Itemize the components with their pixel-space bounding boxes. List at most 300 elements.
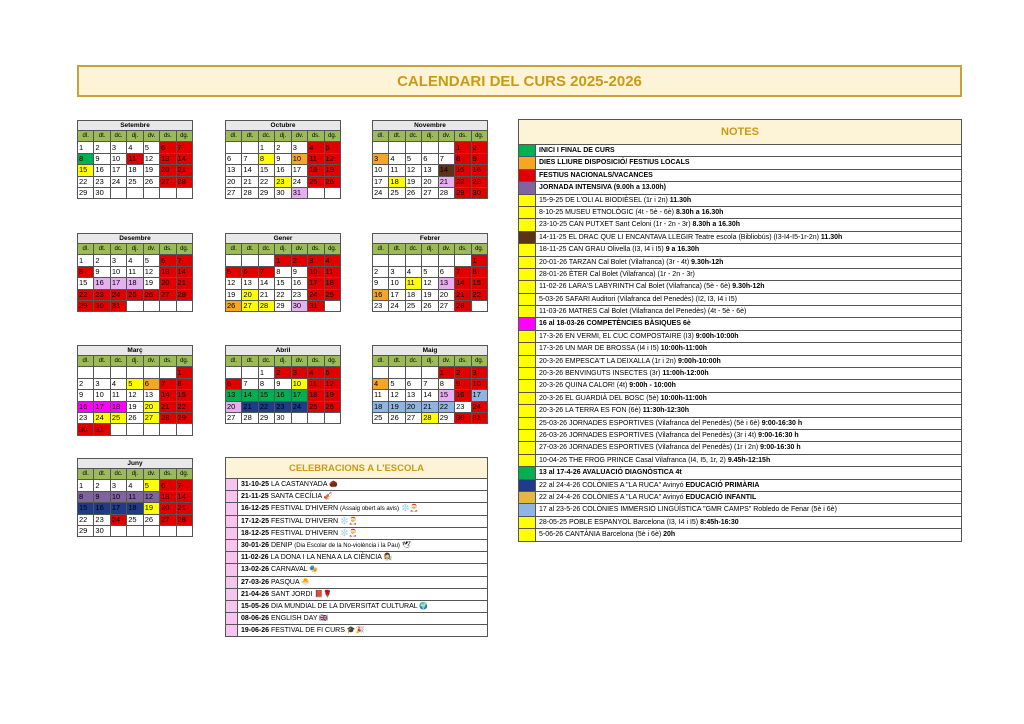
- day-cell: 30: [78, 424, 94, 435]
- note-label: 5-03-26 SAFARI Auditori (Vilafranca del Penedès) (I2, I3, I4 i I5): [539, 295, 737, 303]
- celebration-swatch: [226, 540, 238, 551]
- day-cell: 14: [160, 390, 176, 401]
- day-cell: 4: [405, 266, 421, 277]
- day-cell: 21: [242, 176, 258, 187]
- day-name: dj.: [127, 356, 143, 367]
- note-row: [518, 207, 962, 219]
- day-cell: [127, 367, 143, 378]
- day-cell: 28: [422, 412, 438, 423]
- note-swatch: [519, 430, 536, 441]
- day-name: dj.: [275, 131, 291, 142]
- day-cell: 17: [308, 278, 324, 289]
- note-text: [536, 380, 961, 391]
- celebration-swatch: [226, 625, 238, 636]
- day-cell: 3: [291, 142, 307, 153]
- day-cell: 1: [275, 255, 291, 266]
- day-cell: 7: [242, 378, 258, 389]
- notes-list: [518, 145, 962, 542]
- note-swatch: [519, 182, 536, 193]
- day-cell: 28: [242, 412, 258, 423]
- day-cell: 15: [455, 165, 471, 176]
- day-cell: 27: [226, 187, 242, 198]
- celebration-row: [225, 491, 488, 503]
- note-label: DIES LLIURE DISPOSICIÓ/ FESTIUS LOCALS: [539, 159, 690, 167]
- note-row: [518, 393, 962, 405]
- day-cell: 3: [389, 266, 405, 277]
- note-row: [518, 418, 962, 430]
- day-cell: 16: [94, 165, 110, 176]
- day-cell: 26: [143, 514, 159, 525]
- day-cell: 18: [324, 278, 340, 289]
- day-cell: 4: [308, 142, 324, 153]
- day-name: dl.: [373, 244, 389, 255]
- day-cell: [143, 300, 159, 311]
- day-cell: 30: [94, 300, 110, 311]
- day-cell: 30: [275, 412, 291, 423]
- day-name: dc.: [110, 244, 126, 255]
- day-name: dc.: [405, 131, 421, 142]
- note-swatch: [519, 343, 536, 354]
- note-label: 20-3-26 LA TERRA ES FON (6è): [539, 407, 643, 415]
- day-name: dt.: [389, 356, 405, 367]
- celebration-date: 15-05-26: [241, 602, 270, 610]
- day-name: dt.: [242, 356, 258, 367]
- day-cell: 11: [308, 153, 324, 164]
- day-name: ds.: [308, 244, 324, 255]
- celebration-text: [238, 479, 487, 490]
- note-time: 9:00h - 10:00h: [629, 382, 676, 390]
- celebration-text: [238, 564, 487, 575]
- celebration-date: 17-12-25: [241, 517, 270, 525]
- celebration-name: FESTIVAL D'HIVERN: [270, 505, 339, 513]
- day-name: dt.: [94, 469, 110, 480]
- celebration-note: (Assaig obert als avis): [340, 506, 400, 513]
- day-cell: 23: [455, 401, 471, 412]
- day-name: dc.: [110, 356, 126, 367]
- day-cell: 21: [176, 278, 192, 289]
- note-label: 26-03-26 JORNADES ESPORTIVES (Vilafranca del Penedès) (3r i 4t): [539, 431, 759, 439]
- day-cell: 15: [78, 503, 94, 514]
- notes-panel: [518, 119, 962, 542]
- note-row: [518, 380, 962, 392]
- day-cell: 1: [258, 142, 274, 153]
- day-cell: 3: [373, 153, 389, 164]
- note-time: 11.30h: [820, 233, 843, 241]
- day-cell: 20: [160, 165, 176, 176]
- celebration-row: [225, 528, 488, 540]
- day-cell: 27: [405, 412, 421, 423]
- celebration-row: [225, 601, 488, 613]
- day-cell: 24: [94, 412, 110, 423]
- day-cell: 23: [291, 289, 307, 300]
- note-swatch: [519, 269, 536, 280]
- celebration-row: [225, 479, 488, 491]
- day-name: dl.: [78, 131, 94, 142]
- day-cell: 20: [405, 401, 421, 412]
- note-swatch: [519, 306, 536, 317]
- day-cell: 10: [110, 491, 126, 502]
- celebration-date: 13-02-26: [241, 566, 270, 574]
- note-text: [536, 219, 961, 230]
- day-cell: 23: [275, 401, 291, 412]
- note-label: 17-3-26 EN VERMI, EL CUC COMPOSTAIRE (I3): [539, 332, 696, 340]
- day-cell: [160, 367, 176, 378]
- day-cell: 2: [275, 142, 291, 153]
- celebration-icon: ❄️🎅: [340, 529, 358, 537]
- day-cell: [110, 187, 126, 198]
- day-cell: 27: [160, 176, 176, 187]
- note-swatch: [519, 145, 536, 156]
- day-cell: 18: [110, 401, 126, 412]
- note-label: 20-01-26 TARZAN Cal Bolet (Vilafranca) (3r - 4t): [539, 258, 692, 266]
- day-cell: 29: [258, 187, 274, 198]
- day-cell: 25: [308, 401, 324, 412]
- day-cell: 21: [258, 289, 274, 300]
- day-cell: [160, 187, 176, 198]
- day-cell: 27: [160, 514, 176, 525]
- day-cell: 6: [226, 153, 242, 164]
- day-cell: 6: [405, 378, 421, 389]
- day-cell: 12: [405, 165, 421, 176]
- day-name: dl.: [373, 131, 389, 142]
- day-cell: 1: [78, 480, 94, 491]
- note-label: 16 al 18-03-26 COMPETÈNCIES BÀSIQUES 6è: [539, 320, 691, 328]
- celebration-swatch: [226, 552, 238, 563]
- celebration-date: 08-06-26: [241, 615, 270, 623]
- day-cell: 2: [275, 367, 291, 378]
- day-name: dl.: [78, 356, 94, 367]
- day-cell: 10: [308, 266, 324, 277]
- note-swatch: [519, 356, 536, 367]
- notes-title: NOTES: [518, 119, 962, 145]
- note-text: [536, 269, 961, 280]
- note-label: 22 al 24-4-26 COLÒNIES A "LA RUCA" Avinyó: [539, 493, 686, 501]
- day-name: dt.: [242, 244, 258, 255]
- month-name: Març: [77, 345, 193, 355]
- day-cell: 18: [389, 176, 405, 187]
- day-cell: 11: [127, 153, 143, 164]
- day-cell: 3: [471, 367, 487, 378]
- note-row: [518, 219, 962, 231]
- day-cell: 21: [455, 289, 471, 300]
- day-cell: 7: [176, 480, 192, 491]
- day-cell: 25: [127, 514, 143, 525]
- note-text: [536, 207, 961, 218]
- celebration-text: [238, 613, 487, 624]
- day-cell: 24: [291, 176, 307, 187]
- day-cell: [176, 525, 192, 536]
- day-cell: 8: [258, 153, 274, 164]
- note-text: [536, 467, 961, 478]
- day-cell: 22: [78, 289, 94, 300]
- day-cell: 15: [258, 165, 274, 176]
- day-cell: 15: [438, 390, 454, 401]
- day-cell: 4: [127, 480, 143, 491]
- note-swatch: [519, 318, 536, 329]
- day-cell: 9: [373, 278, 389, 289]
- month-name: Abril: [225, 345, 341, 355]
- note-label: 11-03-26 MATRES Cal Bolet (Vilafranca del Penedès) (4t - 5è - 6è): [539, 308, 747, 316]
- note-text: [536, 418, 961, 429]
- note-time: 11.30h: [669, 196, 692, 204]
- day-cell: [389, 255, 405, 266]
- day-cell: 22: [176, 401, 192, 412]
- day-name: dc.: [405, 244, 421, 255]
- month-calendar: [372, 120, 488, 199]
- celebration-row: [225, 503, 488, 515]
- day-cell: 2: [455, 367, 471, 378]
- day-cell: 7: [455, 266, 471, 277]
- day-cell: 10: [389, 278, 405, 289]
- note-label: 18-11-25 CAN GRAU Olivella (I3, I4 i I5): [539, 246, 666, 254]
- month-calendar: [372, 345, 488, 424]
- day-cell: 8: [78, 266, 94, 277]
- day-cell: 24: [291, 401, 307, 412]
- day-cell: 26: [324, 401, 340, 412]
- day-name: dg.: [176, 469, 192, 480]
- note-text: [536, 331, 961, 342]
- celebration-note: (Dia Escolar de la No-violència i la Pau): [294, 542, 400, 549]
- day-cell: 24: [110, 176, 126, 187]
- day-cell: 6: [422, 153, 438, 164]
- celebration-text: [238, 552, 487, 563]
- celebration-name: FESTIVAL D'HIVERN: [270, 517, 339, 525]
- note-row: [518, 244, 962, 256]
- day-cell: 6: [242, 266, 258, 277]
- day-name: dv.: [143, 131, 159, 142]
- day-cell: 14: [455, 278, 471, 289]
- day-name: dc.: [258, 131, 274, 142]
- day-cell: 4: [110, 378, 126, 389]
- note-row: [518, 318, 962, 330]
- note-text: [536, 145, 961, 156]
- day-cell: [110, 424, 126, 435]
- celebration-name: FESTIVAL DE FI CURS: [270, 627, 345, 635]
- day-cell: 20: [160, 278, 176, 289]
- day-name: dl.: [78, 244, 94, 255]
- day-cell: 25: [127, 176, 143, 187]
- day-cell: 21: [242, 401, 258, 412]
- celebration-row: [225, 564, 488, 576]
- note-text: [536, 281, 961, 292]
- celebration-date: 18-12-25: [241, 529, 270, 537]
- month-name: Novembre: [372, 120, 488, 130]
- note-swatch: [519, 492, 536, 503]
- note-text: [536, 492, 961, 503]
- day-cell: 19: [143, 165, 159, 176]
- day-cell: [422, 255, 438, 266]
- day-cell: [373, 142, 389, 153]
- day-cell: 8: [471, 266, 487, 277]
- celebration-icon: 🌍: [419, 602, 429, 610]
- celebration-date: 21-11-25: [241, 493, 269, 501]
- celebration-date: 31-10-25: [241, 481, 270, 488]
- day-cell: [422, 367, 438, 378]
- day-cell: [373, 255, 389, 266]
- day-cell: 9: [78, 390, 94, 401]
- day-cell: 5: [127, 378, 143, 389]
- note-time: 11:00h-12:00h: [662, 370, 709, 378]
- celebration-text: [238, 516, 487, 527]
- note-swatch: [519, 380, 536, 391]
- note-label: 20-3-26 EMPESCA'T LA DEIXALLA (1r i 2n): [539, 357, 678, 365]
- day-name: dj.: [275, 244, 291, 255]
- day-name: dc.: [258, 244, 274, 255]
- day-cell: 13: [160, 491, 176, 502]
- day-cell: [242, 367, 258, 378]
- day-cell: 20: [438, 289, 454, 300]
- note-row: [518, 517, 962, 529]
- day-name: dv.: [438, 131, 454, 142]
- day-cell: 10: [94, 390, 110, 401]
- month-name: Maig: [372, 345, 488, 355]
- day-cell: [226, 142, 242, 153]
- day-name: dv.: [291, 131, 307, 142]
- day-cell: 19: [143, 503, 159, 514]
- day-cell: 19: [324, 390, 340, 401]
- day-name: dj.: [275, 356, 291, 367]
- day-cell: 25: [373, 412, 389, 423]
- note-label: 8-10-25 MUSEU ETNOLÒGIC (4t - 5è - 6è): [539, 208, 676, 216]
- day-name: ds.: [160, 244, 176, 255]
- month-calendar: [225, 120, 341, 199]
- celebration-swatch: [226, 479, 238, 490]
- day-cell: 24: [471, 401, 487, 412]
- day-name: dg.: [471, 356, 487, 367]
- note-text: [536, 430, 961, 441]
- day-name: dg.: [324, 244, 340, 255]
- day-cell: [308, 412, 324, 423]
- note-row: [518, 257, 962, 269]
- note-text: [536, 232, 961, 243]
- celebration-swatch: [226, 491, 238, 502]
- day-cell: [160, 300, 176, 311]
- day-name: dg.: [471, 131, 487, 142]
- day-cell: 2: [94, 255, 110, 266]
- note-swatch: [519, 157, 536, 168]
- day-cell: 10: [291, 153, 307, 164]
- day-cell: 13: [160, 153, 176, 164]
- day-cell: 30: [275, 187, 291, 198]
- day-cell: [143, 424, 159, 435]
- celebration-row: [225, 589, 488, 601]
- day-cell: 16: [373, 289, 389, 300]
- celebration-date: 11-02-26: [241, 554, 269, 562]
- celebrations-title: CELEBRACIONS A L'ESCOLA: [225, 457, 488, 479]
- day-cell: 3: [110, 142, 126, 153]
- celebration-name: SANTA CECÍLIA: [270, 493, 322, 501]
- note-swatch: [519, 393, 536, 404]
- day-name: ds.: [455, 244, 471, 255]
- day-cell: 28: [176, 514, 192, 525]
- day-name: dv.: [438, 244, 454, 255]
- note-text: [536, 318, 961, 329]
- day-cell: [110, 367, 126, 378]
- day-cell: 3: [291, 367, 307, 378]
- day-cell: 27: [160, 289, 176, 300]
- day-cell: 13: [242, 278, 258, 289]
- note-row: [518, 269, 962, 281]
- note-swatch: [519, 219, 536, 230]
- day-cell: 11: [324, 266, 340, 277]
- celebration-name: LA CASTANYADA: [270, 481, 328, 488]
- day-name: dv.: [143, 469, 159, 480]
- day-name: dt.: [389, 131, 405, 142]
- note-label: 20-3-26 EL GUARDIÀ DEL BOSC (5è): [539, 394, 661, 402]
- day-cell: 2: [94, 142, 110, 153]
- day-cell: 14: [176, 491, 192, 502]
- celebration-swatch: [226, 528, 238, 539]
- day-cell: 18: [373, 401, 389, 412]
- note-swatch: [519, 467, 536, 478]
- note-swatch: [519, 529, 536, 540]
- day-cell: 26: [422, 300, 438, 311]
- celebration-date: 27-03-26: [241, 578, 270, 586]
- day-cell: [176, 424, 192, 435]
- page-title: CALENDARI DEL CURS 2025-2026: [77, 65, 962, 97]
- day-cell: 6: [160, 142, 176, 153]
- note-text: [536, 529, 961, 540]
- day-cell: [308, 187, 324, 198]
- celebration-row: [225, 540, 488, 552]
- day-cell: [143, 367, 159, 378]
- note-row: [518, 281, 962, 293]
- day-cell: [127, 300, 143, 311]
- celebration-swatch: [226, 577, 238, 588]
- day-cell: 9: [275, 378, 291, 389]
- note-time: 9:00h-10:00h: [695, 332, 739, 340]
- day-name: dg.: [471, 244, 487, 255]
- note-swatch: [519, 368, 536, 379]
- day-cell: [78, 367, 94, 378]
- day-name: dl.: [226, 356, 242, 367]
- note-row: [518, 430, 962, 442]
- day-cell: 26: [389, 412, 405, 423]
- note-row: [518, 306, 962, 318]
- day-cell: [143, 187, 159, 198]
- celebration-name: LA DONA I LA NENA A LA CIÈNCIA: [270, 554, 382, 562]
- note-time: 8.30h a 16.30h: [675, 208, 724, 216]
- month-calendar: [77, 345, 193, 436]
- celebrations-list: [225, 479, 488, 637]
- day-cell: 7: [438, 153, 454, 164]
- celebration-swatch: [226, 601, 238, 612]
- celebration-icon: 🕊: [401, 541, 411, 549]
- day-cell: 12: [324, 378, 340, 389]
- day-cell: 8: [258, 378, 274, 389]
- celebration-name: SANT JORDI: [270, 590, 313, 598]
- note-text: [536, 368, 961, 379]
- day-cell: 8: [275, 266, 291, 277]
- note-time: 8.30h a 16.30h: [692, 221, 741, 229]
- day-cell: 1: [78, 255, 94, 266]
- note-time: 11:30h-12:30h: [642, 407, 690, 415]
- month-calendar: [225, 345, 341, 424]
- celebration-swatch: [226, 564, 238, 575]
- day-cell: 2: [78, 378, 94, 389]
- day-cell: 19: [226, 289, 242, 300]
- celebration-icon: 🇬🇧: [319, 615, 329, 623]
- day-cell: 4: [308, 367, 324, 378]
- note-swatch: [519, 442, 536, 453]
- day-cell: 20: [143, 401, 159, 412]
- day-cell: 21: [438, 176, 454, 187]
- day-cell: 17: [389, 289, 405, 300]
- celebrations-panel: [225, 457, 488, 637]
- day-name: dl.: [373, 356, 389, 367]
- day-cell: 14: [258, 278, 274, 289]
- day-cell: 29: [455, 187, 471, 198]
